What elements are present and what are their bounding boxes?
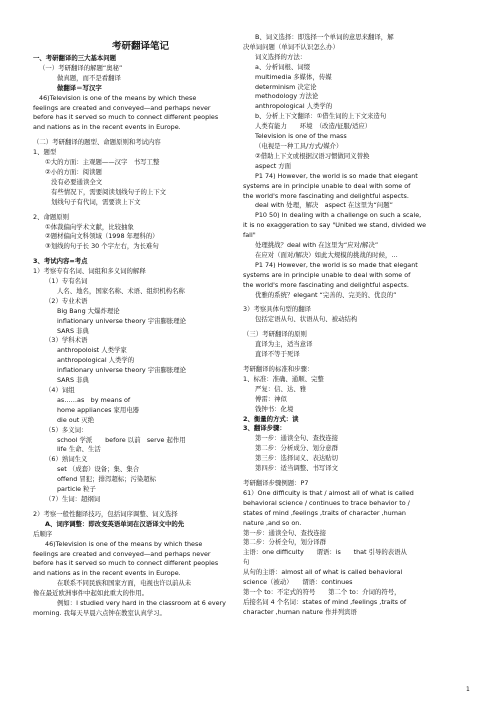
page-number: 1	[466, 686, 470, 693]
text-line: SARS 非典	[57, 376, 89, 385]
text-line: P1 74) However, the world is so made that elegant	[255, 171, 418, 180]
text-line: 在联系不同民族和国家方面，电视也许以前从未	[57, 579, 192, 588]
text-line: determinism 决定论	[255, 82, 317, 91]
text-line: 划线句子有代词，需要读上下文	[51, 197, 141, 206]
text-line: feelings are created and conveyed—and perhaps never	[33, 103, 211, 112]
text-line: 做翻译＝写汉字	[57, 83, 102, 92]
text-line: systems are in principle unable to deal with some of	[243, 181, 411, 190]
text-line: as……as by means of	[57, 395, 131, 404]
text-line: B、词义选择：即选择一个单词的意思来翻译，解	[255, 33, 394, 41]
text-line: 考研翻译步骤例题：P7	[243, 478, 309, 487]
text-line: inflationary universe theory 宇宙膨胀理论	[57, 366, 187, 375]
text-line: （4）词组	[45, 386, 75, 394]
text-line: 词义选择的方法：	[255, 52, 307, 61]
text-line: 决单词问题（单词不认识怎么办）	[243, 42, 339, 51]
text-line: aspect 方面	[255, 161, 292, 170]
text-line: （三）考研翻译的原则	[243, 330, 307, 339]
text-line: ②借助上下文或根据汉语习惯做同义替换	[255, 151, 370, 160]
text-line: the world's more fascinating and delightful aspects.	[243, 191, 409, 200]
text-line: 考研翻译的标准和步骤：	[243, 365, 314, 373]
text-line: 3、考试内容=考点	[33, 257, 88, 266]
text-line: 从句的主语：almost all of what is called behavioral	[243, 568, 403, 577]
text-line: （7）生词：超纲词	[45, 494, 101, 503]
text-line: （2）专业术语	[45, 296, 88, 305]
text-line: character ,human nature 作并列宾语	[243, 607, 357, 616]
text-line: 像在最近欧洲事件中起如此重大的作用。	[33, 589, 149, 598]
text-line: systems are in principle unable to deal with some of	[243, 270, 411, 279]
text-line: 3、翻译步骤：	[243, 424, 286, 433]
text-line: 主语：one difficulty 谓语：is that 引导的表语从	[243, 548, 407, 557]
text-line: 后接名词 4 个名词：states of mind ,feelings ,traits of	[243, 597, 407, 606]
text-line: （电视是一种工具/方式/媒介）	[255, 141, 343, 150]
text-line: 46)Television is one of the means by which these	[39, 93, 197, 102]
text-line: fall"	[243, 231, 256, 240]
text-line: life 生命、生活	[57, 445, 101, 454]
text-line: it is no exaggeration to say "United we stand, divided we	[243, 221, 427, 230]
text-line: 一、考研翻译的三大基本问题	[33, 54, 117, 62]
text-line: and nations as in the recent events in Europe.	[33, 123, 181, 132]
text-line: morning. 我每天早晨六点钟在教室认真学习。	[33, 608, 166, 617]
text-line: Big Bang 大爆炸理论	[57, 306, 120, 315]
text-line: home appliances 家用电器	[57, 405, 140, 414]
text-line: 2、衡量的方式：读	[243, 414, 299, 423]
text-line: P10 50) In dealing with a challenge on such a scale,	[255, 211, 422, 220]
text-line: 直译为主，适当意译	[255, 340, 313, 349]
right-column	[243, 33, 465, 618]
text-line: 1、题型	[33, 148, 57, 157]
text-line: 例如：I studied very hard in the classroom at 6 every	[57, 599, 226, 608]
text-line: 第一步：通读全句、查找连接	[255, 434, 339, 443]
text-line: 处理挑战？deal with 在这里为“应对/解决”	[255, 241, 379, 250]
text-line: anthropological 人类学的	[57, 356, 135, 365]
text-line: 2）考察一般性翻译技巧，包括词序调整、词义选择	[33, 509, 178, 518]
text-line: SARS 非典	[57, 326, 89, 335]
text-line: die out 灭绝	[57, 415, 95, 424]
text-line: ③划线的句子长 30 个字左右，为长难句	[45, 242, 159, 251]
text-line: 做真题，而不是看翻译	[57, 73, 121, 82]
text-line: ①大的方面：主观题——汉字 书写工整	[45, 158, 160, 167]
text-line: 人类有能力 环境 （改造/征服/适应）	[255, 122, 372, 131]
text-line: （5）多义词：	[45, 425, 88, 434]
text-line: 2、命题原则	[33, 212, 70, 221]
text-line: methodology 方法论	[255, 92, 319, 101]
text-line: ②小的方面：阅读题	[45, 167, 102, 176]
text-line: inflationary universe theory 宇宙膨胀理论	[57, 316, 187, 325]
text-line: 在应对（面对/解决）如此大规模的挑战的时候，…	[255, 250, 398, 259]
text-line: 傅雷：神似	[255, 394, 287, 403]
text-line: （二）考研翻译的题型、命题原则和考试内容	[33, 138, 161, 147]
text-line: （1）专有名词	[45, 277, 88, 286]
text-line: 直译不等于死译	[255, 350, 300, 359]
text-line: 第三步：选择词义、表达贴切	[255, 454, 339, 463]
text-line: 3）考察具体句型的翻译	[243, 305, 311, 314]
text-line: 严复：信、达、雅	[255, 384, 307, 393]
page-title: 考研翻译笔记	[111, 41, 169, 52]
text-line: nature ,and so on.	[243, 518, 302, 527]
text-line: 61）One difficulty is that / almost all of what is called	[243, 488, 414, 497]
text-line: 优雅的系统？elegant “完善的、完美的、优良的”	[255, 290, 397, 299]
text-line: A、词序调整：即改变英语单词在汉语译文中的先	[45, 519, 185, 528]
text-line: 1）考察专有名词、词组和多义词的解释	[33, 267, 146, 276]
left-column	[33, 40, 248, 619]
text-line: and nations as in the recent events in Europe.	[33, 569, 181, 578]
text-line: deal with 处理，解决 aspect 在这里为“问题”	[255, 201, 393, 210]
text-line: 包括定语从句、状语从句、被动结构	[255, 315, 358, 324]
text-line: （3）学科术语	[45, 336, 88, 345]
text-line: a、分析词根、词缀	[255, 62, 311, 71]
text-line: multimedia 多媒体，传媒	[255, 72, 332, 81]
text-line: school 学派 before 以前 serve 起作用	[57, 435, 186, 444]
text-line: 第二步：分析全句，划分译群	[243, 538, 327, 547]
text-line: Television is one of the mass	[255, 132, 347, 141]
text-line: 后顺序	[33, 529, 53, 538]
text-line: 第四步：适当调整、书写译文	[255, 464, 339, 473]
text-line: （一）考研翻译的解题“奥秘”	[39, 63, 123, 72]
text-line: offend 冒犯；排泻超标；污染超标	[57, 475, 157, 484]
text-line: 46)Television is one of the means by which these	[45, 539, 203, 548]
text-line: behavioral science / continues to trace behavior to /	[243, 498, 410, 507]
text-line: science（被动） 谓语：continues	[243, 578, 353, 587]
text-line: （6）熟词生义	[45, 455, 88, 464]
text-line: anthropoloist 人类学家	[57, 346, 127, 355]
text-line: feelings are created and conveyed—and perhaps never	[33, 549, 211, 558]
text-line: 第一步：通读全句、查找连接	[243, 528, 327, 537]
text-line: states of mind ,feelings ,traits of character ,human	[243, 508, 406, 517]
text-line: ①体裁偏向学术文献，比较抽象	[45, 222, 134, 231]
text-line: 人名、地名，国家名称、术语、组织机构名称	[57, 286, 185, 295]
text-line: the world's more fascinating and delightful aspects.	[243, 280, 409, 289]
text-line: P1 74) However, the world is so made that elegant	[255, 260, 418, 269]
text-line: 有些情况下，需要阅读划线句子的上下文	[51, 187, 167, 196]
text-line: 第二步：分析成分、划分意群	[255, 444, 339, 453]
text-line: set （成套）设备；集、集合	[57, 465, 140, 474]
text-line: before has it served so much to connect different peoples	[33, 113, 219, 122]
text-line: particle 粒子	[57, 485, 96, 494]
text-line: 1、标准：准确、通顺、完整	[243, 374, 324, 383]
text-line: b、分析上下文翻译：①借生词的上下文来造句	[255, 112, 387, 121]
text-line: 第一个 to：不定式的符号 第二个 to：介词的符号，	[243, 587, 401, 596]
text-line: before has it served so much to connect different peoples	[33, 559, 219, 568]
text-line: 没有必要通读全文	[51, 177, 103, 186]
text-line: 钱钟书：化境	[255, 404, 294, 413]
text-line: ②题材偏向文科领域（1998 年理科的）	[45, 232, 159, 241]
text-line: 句	[243, 558, 250, 567]
text-line: anthropological 人类学的	[255, 102, 333, 111]
